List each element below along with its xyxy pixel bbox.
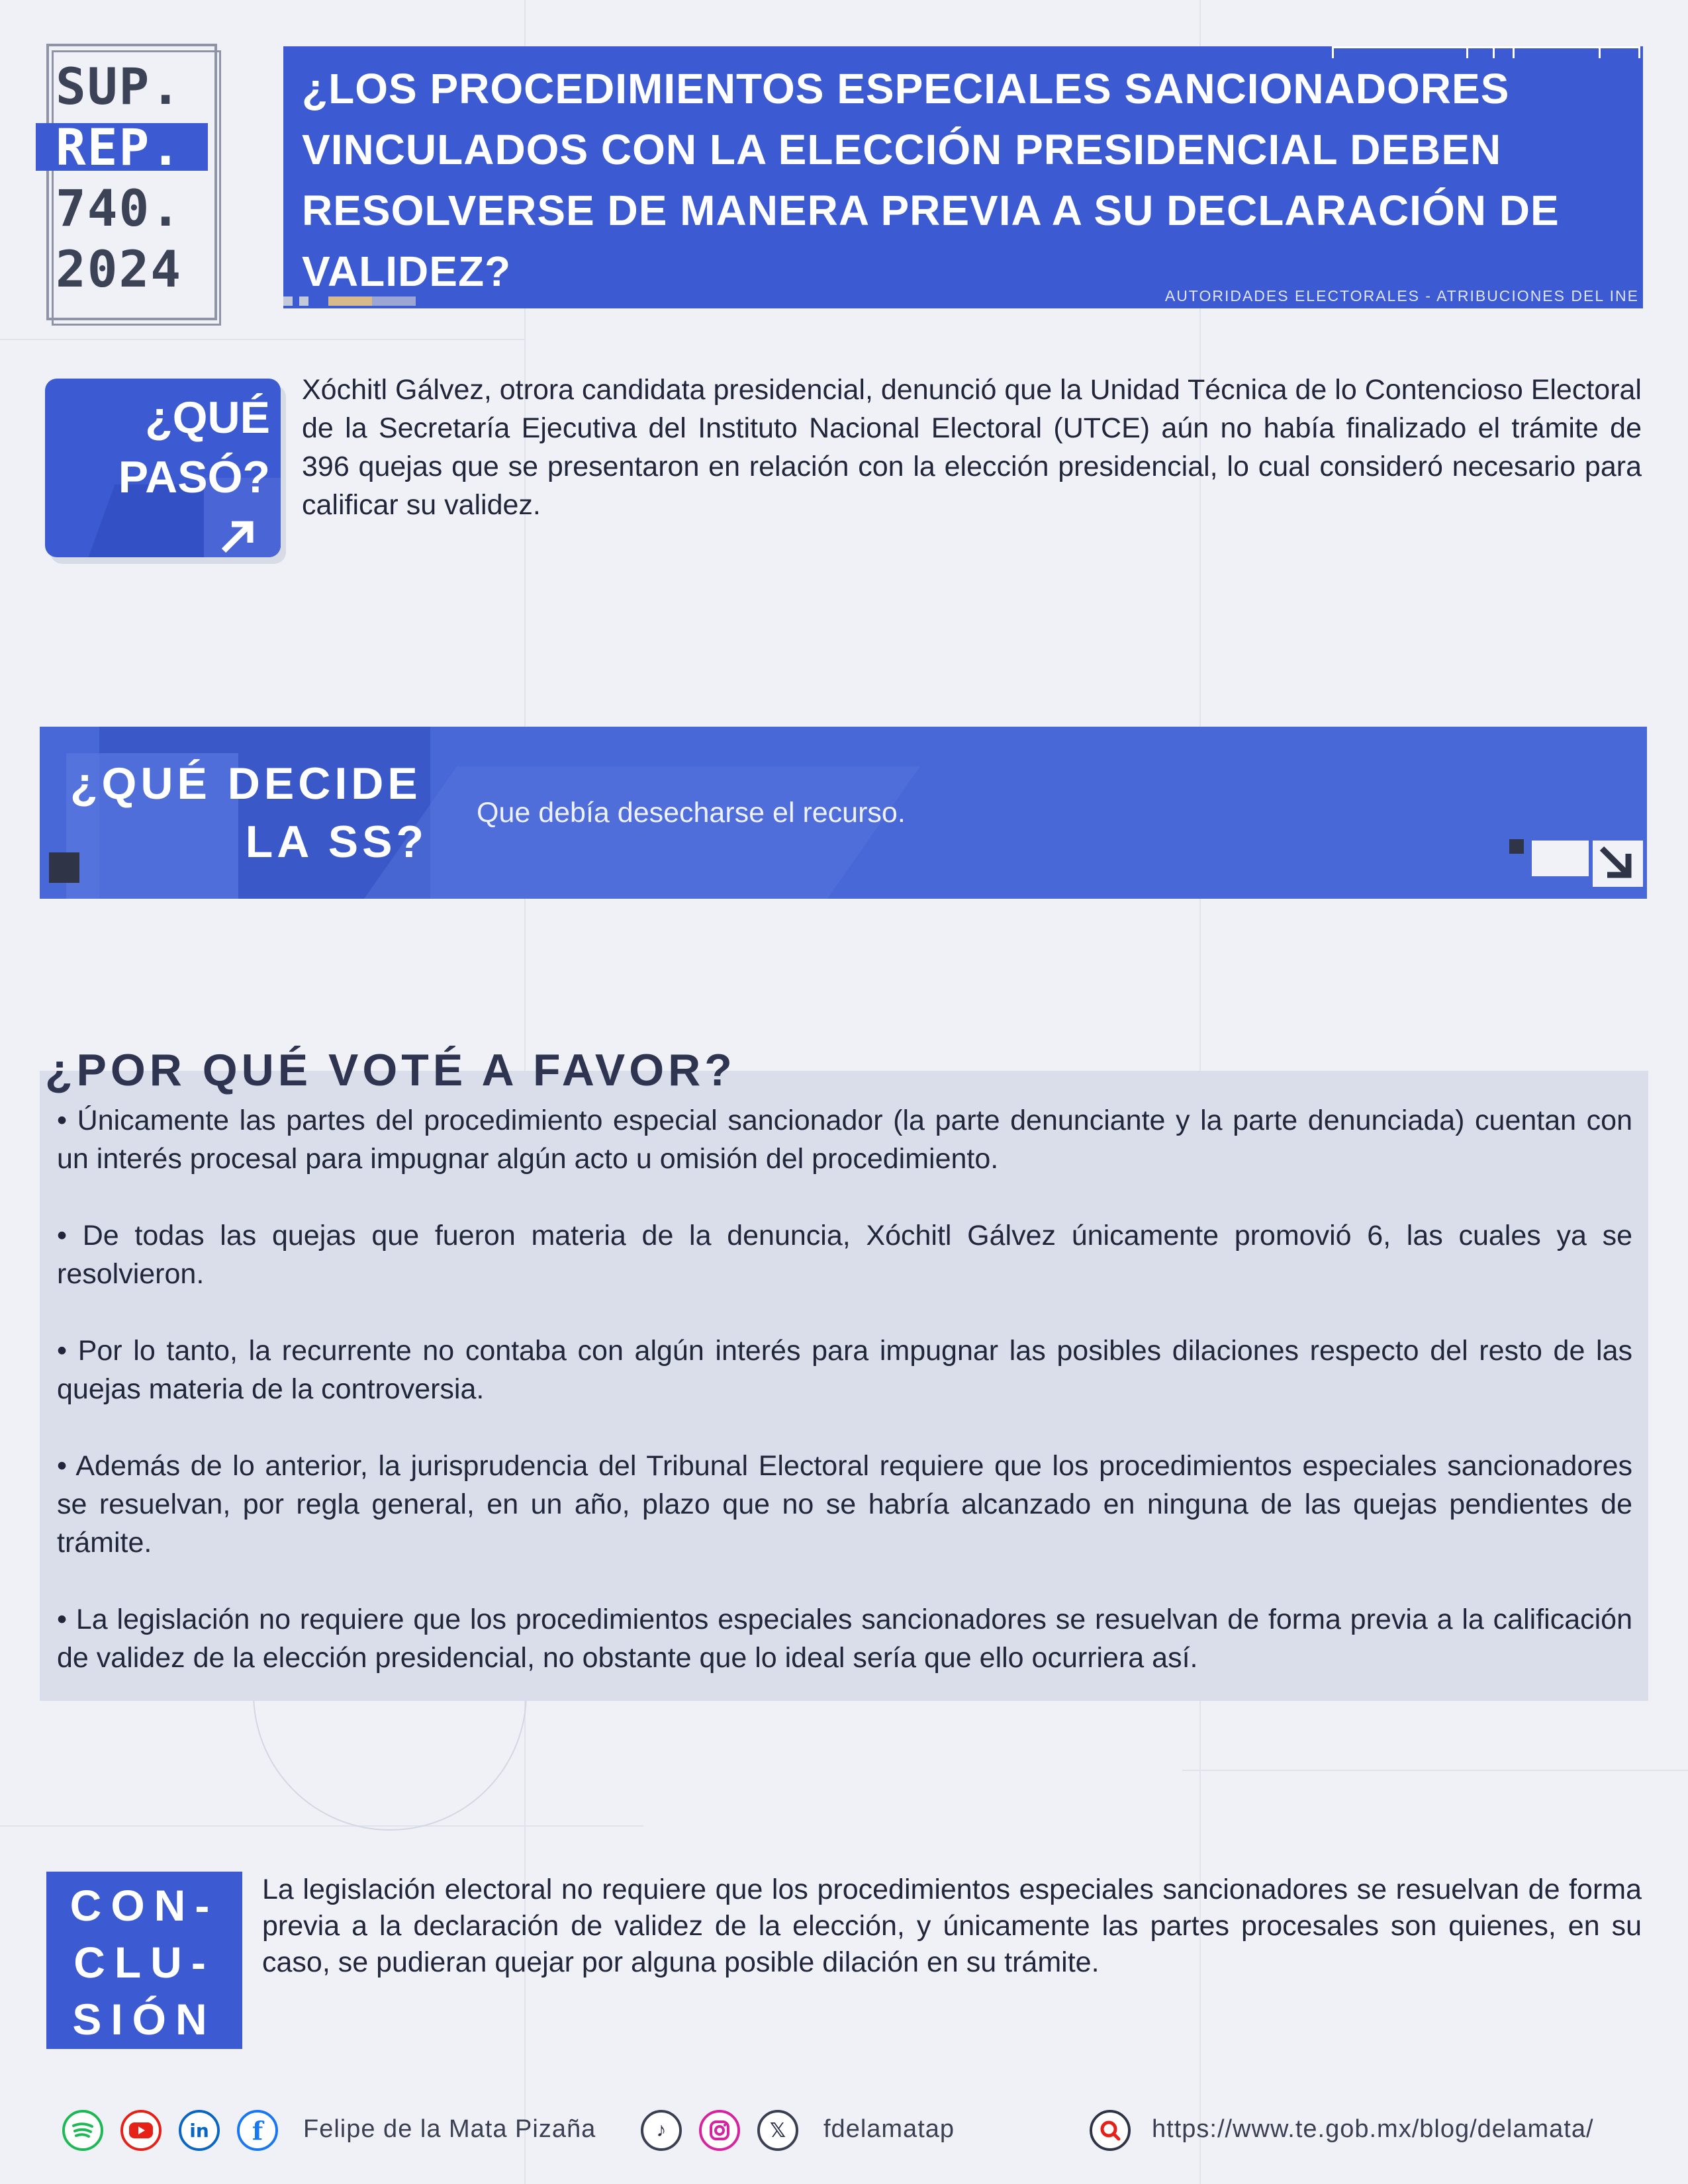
what-happened-card	[45, 379, 281, 557]
guide-line	[1182, 1770, 1688, 1771]
arrow-up-right-icon	[218, 518, 256, 555]
arrow-down-right-icon	[1597, 843, 1636, 883]
author-name: Felipe de la Mata Pizaña	[303, 2115, 596, 2143]
reason-item: • Únicamente las partes del procedimiento especial sancionador (la parte denunciante y la parte denunciada) cuentan con un interés procesal para impugnar algún acto u omisión del procedimiento.	[57, 1105, 1632, 1175]
decision-text: Que debía desecharse el recurso.	[477, 797, 906, 829]
tiktok-icon[interactable]: ♪	[641, 2110, 682, 2151]
reason-item: • De todas las quejas que fueron materia de la denuncia, Xóchitl Gálvez únicamente promovió 6, las cuales ya se resolvieron.	[57, 1220, 1632, 1290]
blog-link[interactable]: https://www.te.gob.mx/blog/delamata/	[1152, 2115, 1594, 2143]
reason-item: • Por lo tanto, la recurrente no contaba con algún interés para impugnar las posibles dilaciones respecto del resto de las quejas materia de la controversia.	[57, 1335, 1632, 1405]
linkedin-icon[interactable]: in	[179, 2110, 220, 2151]
case-number-line: REP.	[56, 118, 183, 177]
social-handle: fdelamatap	[823, 2115, 955, 2143]
case-number-line: 740.	[56, 179, 183, 238]
what-happened-heading: ¿QUÉ PASÓ?	[118, 392, 270, 502]
facebook-icon[interactable]: f	[237, 2110, 278, 2151]
category-tag: AUTORIDADES ELECTORALES - ATRIBUCIONES DEL INE	[1164, 287, 1639, 304]
reasons-heading: ¿POR QUÉ VOTÉ A FAVOR?	[45, 1045, 736, 1095]
conclusion-text: La legislación electoral no requiere que los procedimientos especiales sancionadores se resuelvan de forma previa a la declaración de validez de la elección, y únicamente las partes procesales son quienes, en su caso, se pudieran quejar por alguna posible dilación en su trámite.	[262, 1874, 1642, 1978]
guide-line	[0, 339, 526, 340]
search-icon[interactable]	[1090, 2110, 1131, 2151]
case-number-line: 2024	[56, 240, 183, 298]
case-number-line: SUP.	[56, 57, 183, 116]
instagram-icon[interactable]	[699, 2110, 740, 2151]
title-decoration	[283, 296, 293, 306]
x-icon[interactable]: 𝕏	[757, 2110, 798, 2151]
conclusion-heading: CON- CLU- SIÓN	[70, 1881, 219, 2044]
reasons-list	[57, 1101, 1632, 1715]
title-decoration	[1332, 46, 1640, 58]
decision-heading: ¿QUÉ DECIDE LA SS?	[70, 758, 428, 867]
guide-line	[0, 1825, 643, 1827]
spotify-icon[interactable]	[62, 2110, 103, 2151]
reason-item: • Además de lo anterior, la jurisprudencia del Tribunal Electoral requiere que los procedimientos especiales sancionadores se resuelvan, por regla general, en un año, plazo que no se habría alcanzado en ninguna de las quejas pendientes de trámite.	[57, 1450, 1632, 1559]
youtube-icon[interactable]	[120, 2110, 162, 2151]
page-title: ¿LOS PROCEDIMIENTOS ESPECIALES SANCIONADORES VINCULADOS CON LA ELECCIÓN PRESIDENCIAL DEBEN RESOLVERSE DE MANERA PREVIA A SU DECLARACIÓN DE VALIDEZ?	[302, 65, 1560, 295]
what-happened-text: Xóchitl Gálvez, otrora candidata presidencial, denunció que la Unidad Técnica de lo Contencioso Electoral de la Secretaría Ejecutiva del Instituto Nacional Electoral (UTCE) aún no había finalizado el trámite de 396 quejas que se presentaron en relación con la elección presidencial, lo cual consideró necesario para calificar su validez.	[302, 374, 1642, 521]
reason-item: • La legislación no requiere que los procedimientos especiales sancionadores se resuelvan de forma previa a la calificación de validez de la elección presidencial, no obstante que lo ideal sería que ello ocurriera así.	[57, 1604, 1632, 1674]
